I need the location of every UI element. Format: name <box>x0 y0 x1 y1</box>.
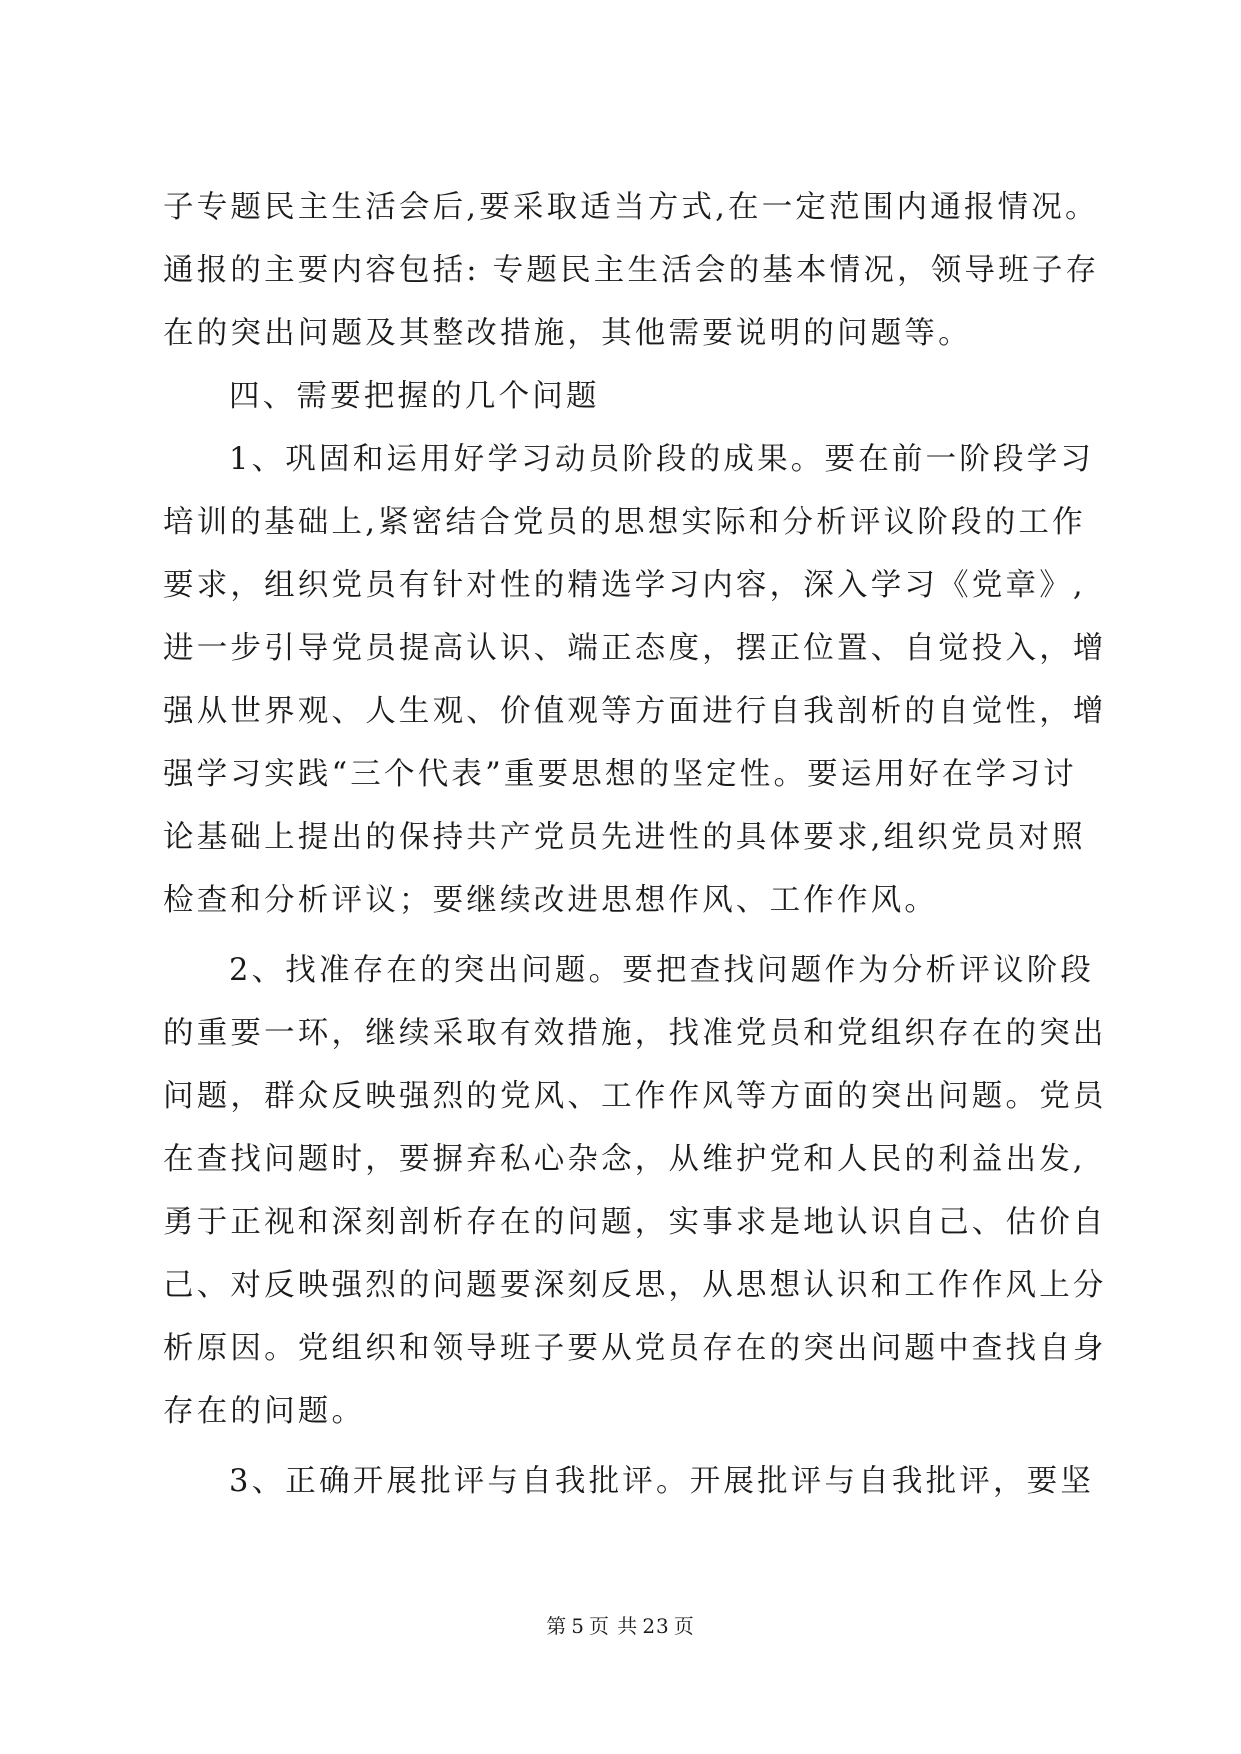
text-line: 要求，组织党员有针对性的精选学习内容，深入学习《党章》, <box>163 568 1086 603</box>
footer-suffix: 页 <box>673 1614 695 1638</box>
text-line: 培训的基础上,紧密结合党员的思想实际和分析评议阶段的工作 <box>163 505 1086 540</box>
text-line: 在的突出问题及其整改措施，其他需要说明的问题等。 <box>163 316 972 351</box>
text-line: 强从世界观、人生观、价值观等方面进行自我剖析的自觉性，增 <box>163 694 1107 729</box>
text-line: 析原因。党组织和领导班子要从党员存在的突出问题中查找自身 <box>163 1331 1107 1366</box>
text-line: 进一步引导党员提高认识、端正态度，摆正位置、自觉投入，增 <box>163 631 1107 666</box>
footer-page-number: 5 <box>571 1614 585 1638</box>
footer-prefix: 第 <box>546 1614 568 1638</box>
text-line: 论基础上提出的保持共产党员先进性的具体要求,组织党员对照 <box>163 820 1086 855</box>
document-body <box>163 176 1107 1513</box>
paragraph-start: 1、巩固和运用好学习动员阶段的成果。要在前一阶段学习 <box>229 442 1095 477</box>
text-line: 的重要一环，继续采取有效措施，找准党员和党组织存在的突出 <box>163 1016 1107 1051</box>
page-footer <box>0 1612 1241 1640</box>
text-line: 强学习实践“三个代表”重要思想的坚定性。要运用好在学习讨 <box>163 757 1077 792</box>
footer-total-pages: 23 <box>642 1614 670 1638</box>
paragraph-start: 2、找准存在的突出问题。要把查找问题作为分析评议阶段 <box>229 953 1095 988</box>
section-heading: 四、需要把握的几个问题 <box>229 379 600 414</box>
text-line: 存在的问题。 <box>163 1394 366 1429</box>
text-line: 通报的主要内容包括: 专题民主生活会的基本情况，领导班子存 <box>163 253 1100 288</box>
footer-middle: 页 共 <box>588 1614 639 1638</box>
text-line: 子专题民主生活会后,要采取适当方式,在一定范围内通报情况。 <box>163 190 1099 225</box>
text-line: 问题，群众反映强烈的党风、工作作风等方面的突出问题。党员 <box>163 1079 1107 1114</box>
paragraph-start: 3、正确开展批评与自我批评。开展批评与自我批评，要坚 <box>229 1464 1095 1499</box>
text-line: 检查和分析评议；要继续改进思想作风、工作作风。 <box>163 883 939 918</box>
text-line: 在查找问题时，要摒弃私心杂念，从维护党和人民的利益出发, <box>163 1142 1086 1177</box>
text-line: 己、对反映强烈的问题要深刻反思，从思想认识和工作作风上分 <box>163 1268 1107 1303</box>
text-line: 勇于正视和深刻剖析存在的问题，实事求是地认识自己、估价自 <box>163 1205 1107 1240</box>
